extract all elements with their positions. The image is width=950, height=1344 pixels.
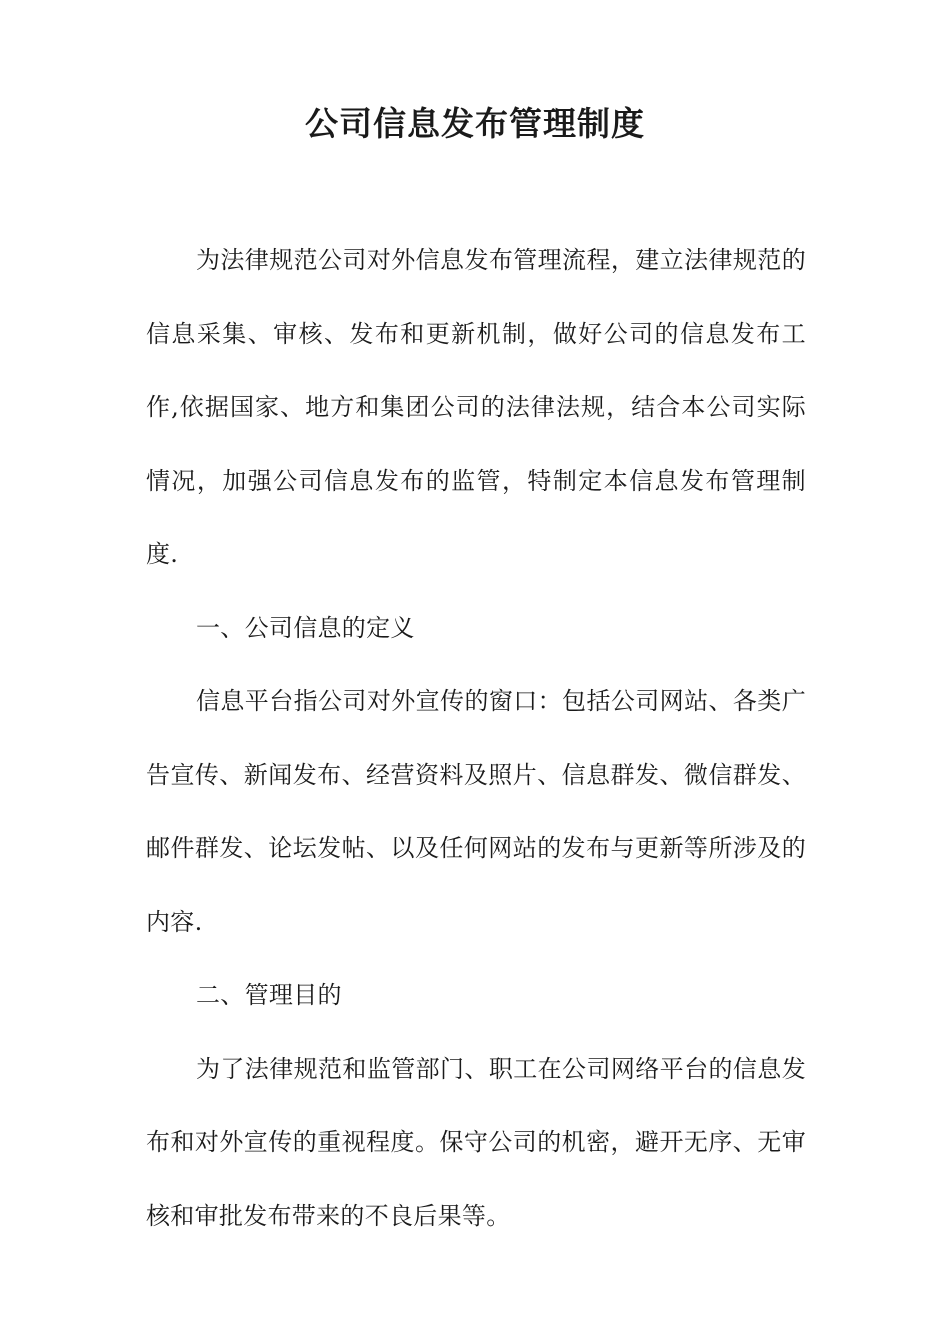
paragraph-purpose: 为了法律规范和监管部门、职工在公司网络平台的信息发布和对外宣传的重视程度。保守公司的机密，避开无序、无审核和审批发布带来的不良后果等。 bbox=[146, 1054, 806, 1230]
section-heading-definition: 一、公司信息的定义 bbox=[196, 613, 415, 642]
paragraph-intro: 为法律规范公司对外信息发布管理流程，建立法律规范的信息采集、审核、发布和更新机制，做好公司的信息发布工作,依据国家、地方和集团公司的法律法规，结合本公司实际情况，加强公司信息发布的监管，特制定本信息发布管理制度. bbox=[146, 246, 806, 568]
section-heading-purpose: 二、管理目的 bbox=[196, 981, 342, 1009]
document-title: 公司信息发布管理制度 bbox=[305, 104, 645, 143]
paragraph-definition: 信息平台指公司对外宣传的窗口：包括公司网站、各类广告宣传、新闻发布、经营资料及照片、信息群发、微信群发、邮件群发、论坛发帖、以及任何网站的发布与更新等所涉及的内容. bbox=[146, 687, 806, 936]
document-body bbox=[146, 224, 806, 1253]
